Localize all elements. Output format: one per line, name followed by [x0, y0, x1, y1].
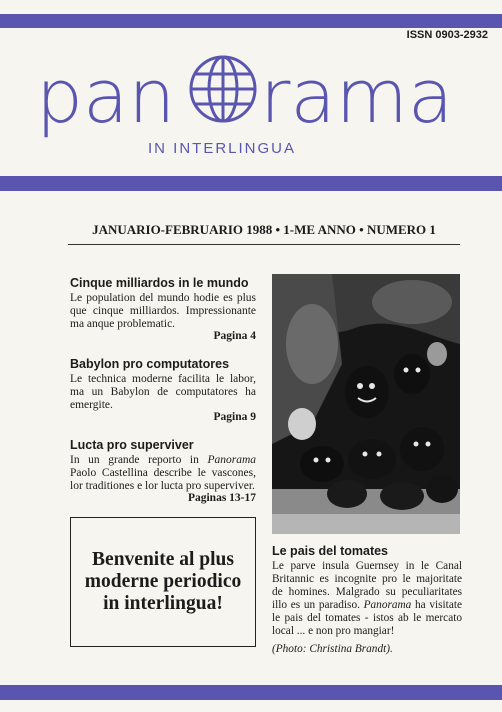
article-body: Le population del mundo hodie es plus que cinque milliardos. Impressionante ma anque problematic.	[70, 292, 256, 330]
middle-band	[0, 176, 502, 191]
masthead-part-2: rama	[260, 54, 454, 140]
caption-text: Le parve insula Guernsey in le Canal Britannic es incognite pro le majoritate de homines. Malgrado su peculiaritates illo es un paradiso.	[272, 560, 462, 611]
masthead-subtitle: IN INTERLINGUA	[148, 140, 297, 157]
photo-credit: (Photo: Christina Brandt).	[272, 643, 393, 655]
article-page-ref: Pagina 9	[213, 411, 256, 423]
article-title: Cinque milliardos in le mundo	[70, 276, 249, 290]
welcome-box	[70, 517, 256, 647]
article-body-emphasis: Panorama	[207, 454, 256, 466]
article-body-text: In un grande reporto in	[70, 454, 208, 466]
globe-icon	[191, 57, 255, 121]
masthead-part-1: pan	[36, 54, 176, 140]
article-title: Babylon pro computatores	[70, 357, 230, 371]
top-band	[0, 14, 502, 28]
article-page-ref: Pagina 4	[213, 330, 256, 342]
welcome-message: Benvenite al plus moderne periodico in interlingua!	[84, 549, 242, 614]
dateline-rule	[68, 244, 460, 245]
photo-caption	[272, 544, 462, 656]
article-body	[70, 454, 256, 493]
article-body: Le technica moderne facilita le labor, ma un Babylon de computatores ha emergite.	[70, 373, 256, 411]
article-body-text: Paolo Castellina describe le vascones, lor traditiones e lor lucta pro superviver.	[70, 467, 256, 492]
caption-emphasis: Panorama	[363, 599, 412, 611]
caption-text: ha visitate le pais del tomates - istos ab le mercato local ... e non pro mangiar!	[272, 599, 462, 637]
article-title: Lucta pro superviver	[70, 438, 194, 452]
bottom-band	[0, 685, 502, 700]
article-teaser-survival	[70, 438, 256, 504]
masthead-logo	[34, 44, 474, 144]
article-teaser-computers	[70, 357, 256, 423]
caption-title: Le pais del tomates	[272, 544, 389, 558]
cover-photo	[272, 274, 460, 534]
issue-dateline: JANUARIO-FEBRUARIO 1988 • 1-ME ANNO • NUMERO 1	[92, 222, 436, 237]
article-page-ref: Paginas 13-17	[187, 492, 256, 504]
issn-number: ISSN 0903-2932	[406, 29, 488, 41]
caption-body	[272, 560, 462, 638]
article-teaser-population	[70, 276, 256, 342]
